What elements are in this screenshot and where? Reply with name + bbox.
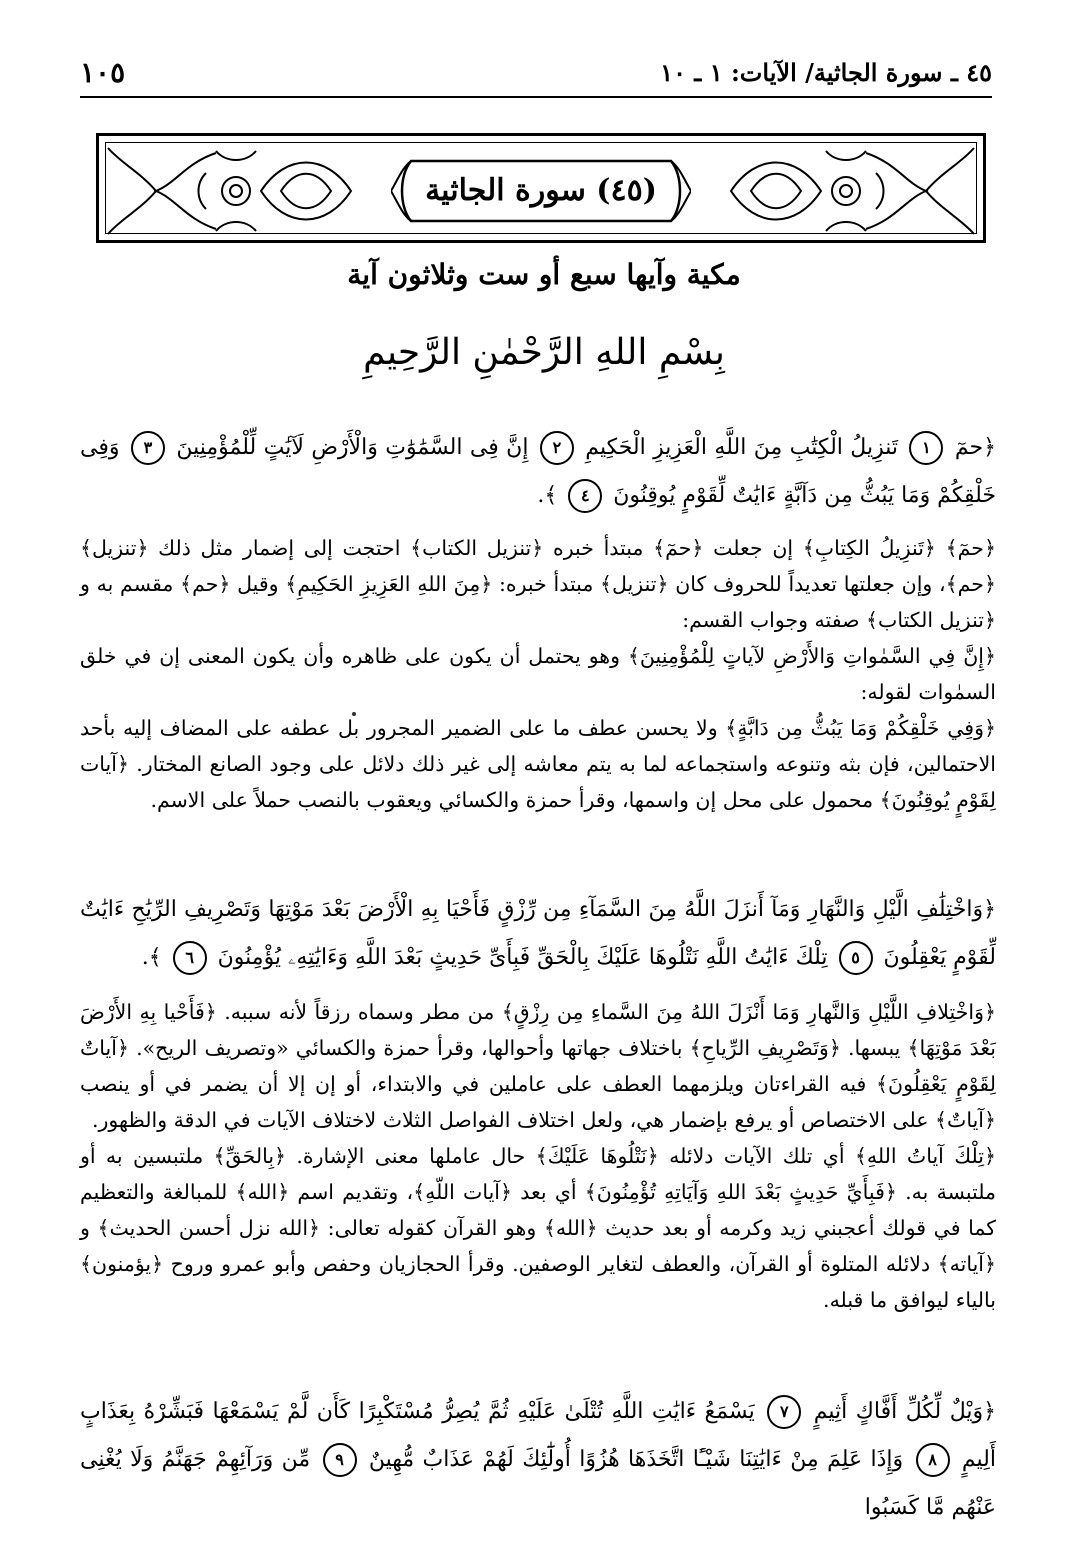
verse-number: ٩: [323, 1443, 357, 1477]
basmala: بِسْمِ اللهِ الرَّحْمٰنِ الرَّحِيمِ: [363, 332, 725, 373]
commentary-paragraph: ﴿إِنَّ فِي السَّمٰواتِ وَالأَرْضِ لآياتٍ لِلْمُؤْمِنِينَ﴾ وهو يحتمل أن يكون على ظاهره وأن يكون المعنى إن في خلق السمٰوات لقوله:: [80, 644, 996, 704]
commentary-paragraph: ﴿وَاخْتِلافِ اللَّيْلِ وَالنَّهارِ وَمَا أَنْزَلَ اللهُ مِنَ السَّماءِ مِن رِزْقٍ﴾ من مطر وسماه رزقاً لأنه سببه. ﴿فَأَحْيا بِهِ الأَرْضَ بَعْدَ مَوْتِهَا﴾ يبسها. ﴿وَتَصْرِيفِ الرِّياحِ﴾ باختلاف جهاتها وأحوالها، وقرأ حمزة والكسائي «وتصريف الريح». ﴿آياتٌ لِقَوْمٍ يَعْقِلُونَ﴾ فيه القراءتان ويلزمهما العطف على عاملين في والابتداء، أو إن إلا أن يضمر في أو ينصب ﴿آياتٌ﴾ على الاختصاص أو يرفع بإضمار هي، ولعل اختلاف الفواصل الثلاث لاختلاف الآيات في الدقة والظهور.: [80, 1000, 997, 1132]
verse-number: ١: [909, 431, 943, 465]
surah-cartouche: [391, 157, 691, 225]
surah-title-frame: [96, 133, 986, 243]
ink-speck: [352, 712, 356, 716]
verses-5-6: [80, 886, 996, 982]
surah-subtitle: مكية وآيها سبع أو ست وثلاثون آية: [347, 258, 741, 291]
arabesque-ornament-right-icon: [726, 143, 976, 239]
verse-close: ﴾.: [537, 483, 558, 508]
verse-text: ﴿وَيْلٌ لِّكُلِّ أَفَّاكٍ أَثِيمٍ: [813, 1399, 997, 1424]
verse-number: ٨: [916, 1443, 950, 1477]
verse-text: تَنزِيلُ الْكِتَٰبِ مِنَ اللَّهِ الْعَزِيزِ الْحَكِيمِ: [585, 435, 898, 460]
verse-number: ٤: [568, 479, 602, 513]
commentary-1: [80, 530, 996, 818]
verse-text: مِّن وَرَآئِهِمْ جَهَنَّمُ وَلَا يُغْنِى عَنْهُم مَّا كَسَبُوا: [80, 1447, 996, 1520]
surah-title: (٤٥) سورة الجاثية: [425, 173, 657, 208]
verse-number: ٦: [173, 941, 207, 975]
verses-1-4: [80, 424, 996, 520]
verse-number: ٢: [540, 431, 574, 465]
running-title: ٤٥ ـ سورة الجاثية/ الآيات: ١ ـ ١٠: [660, 58, 992, 87]
verse-number: ٣: [131, 431, 165, 465]
verse-number: ٧: [767, 1395, 801, 1429]
verse-text: ﴿وَاخْتِلَٰفِ الَّيْلِ وَالنَّهَارِ وَمَآ أَنزَلَ اللَّهُ مِنَ السَّمَآءِ مِن رِّزْقٍ فَأَحْيَا بِهِ الْأَرْضَ بَعْدَ مَوْتِهَا وَتَصْرِيفِ الرِّيَٰحِ ءَايَٰتٌ لِّقَوْمٍ يَعْقِلُونَ: [80, 897, 996, 970]
verses-7-9: [80, 1388, 996, 1532]
page-number: ١٠٥: [80, 56, 126, 89]
arabesque-ornament-left-icon: [106, 143, 356, 239]
frame-inner-border: [105, 142, 977, 234]
verse-text: تِلْكَ ءَايَٰتُ اللَّهِ نَتْلُوهَا عَلَيْكَ بِالْحَقِّ فَبِأَىِّ حَدِيثٍ بَعْدَ اللَّهِ وَءَايَٰتِهِۦ يُؤْمِنُونَ: [217, 945, 828, 970]
verse-text: ﴿حمٓ: [954, 435, 996, 460]
verse-text: يَسْمَعُ ءَايَٰتِ اللَّهِ تُتْلَىٰ عَلَيْهِ ثُمَّ يُصِرُّ مُسْتَكْبِرًا كَأَن لَّمْ يَسْمَعْهَا فَبَشِّرْهُ بِعَذَابٍ أَلِيمٍ: [80, 1399, 996, 1472]
running-header: [80, 52, 992, 98]
verse-text: وَفِى خَلْقِكُمْ وَمَا يَبُثُّ مِن دَآبَّةٍ ءَايَٰتٌ لِّقَوْمٍ يُوقِنُونَ: [80, 435, 996, 508]
verse-text: إِنَّ فِى السَّمَٰوَٰتِ وَالْأَرْضِ لَآيَٰتٍ لِّلْمُؤْمِنِينَ: [176, 435, 529, 460]
commentary-paragraph: ﴿حمٓ﴾ ﴿تَنزِيلُ الكِتابِ﴾ إن جعلت ﴿حمٓ﴾ مبتدأ خبره ﴿تنزيل الكتاب﴾ احتجت إلى إضمار مثل ذلك ﴿تنزيل﴾ ﴿حم﴾، وإن جعلتها تعديداً للحروف كان ﴿تنزيل﴾ مبتدأ خبره: ﴿مِنَ اللهِ العَزِيزِ الحَكِيمِ﴾ وقيل ﴿حم﴾ مقسم به و ﴿تنزيل الكتاب﴾ صفته وجواب القسم:: [80, 536, 996, 632]
commentary-2: [80, 994, 996, 1318]
commentary-paragraph: ﴿تِلْكَ آياتُ اللهِ﴾ أي تلك الآيات دلائله ﴿نَتْلُوهَا عَلَيْكَ﴾ حال عاملها معنى الإشارة. ﴿بِالحَقِّ﴾ ملتبسين به أو ملتبسة به. ﴿فَبِأَيِّ حَدِيثٍ بَعْدَ اللهِ وَآيَاتِهِ تُؤْمِنُونَ﴾ أي بعد ﴿آيات اللّهِ﴾، وتقديم اسم ﴿الله﴾ للمبالغة والتعظيم كما في قولك أعجبني زيد وكرمه أو بعد حديث ﴿الله﴾ وهو القرآن كقوله تعالى: ﴿الله نزل أحسن الحديث﴾ و ﴿آياته﴾ دلائله المتلوة أو القرآن، والعطف لتغاير الوصفين. وقرأ الحجازيان وحفص وأبو عمرو وروح ﴿يؤمنون﴾ بالياء ليوافق ما قبله.: [80, 1144, 996, 1312]
verse-number: ٥: [839, 941, 873, 975]
verse-close: ﴾.: [141, 945, 162, 970]
commentary-paragraph: ﴿وَفِي خَلْقِكُمْ وَمَا يَبُثُّ مِن دَابَّةٍ﴾ ولا يحسن عطف ما على الضمير المجرور بل عطفه على المضاف إليه بأحد الاحتمالين، فإن بثه وتنوعه واستجماعه لما به يتم معاشه إلى غير ذلك دلائل على وجود الصانع المختار. ﴿آيات لِقَوْمٍ يُوقِنُونَ﴾ محمول على محل إن واسمها، وقرأ حمزة والكسائي ويعقوب بالنصب حملاً على الاسم.: [80, 716, 996, 812]
verse-text: وَإِذَا عَلِمَ مِنْ ءَايَٰتِنَا شَيْـًٔا اتَّخَذَهَا هُزُوًا أُولَٰٓئِكَ لَهُمْ عَذَابٌ مُّهِينٌ: [368, 1447, 904, 1472]
